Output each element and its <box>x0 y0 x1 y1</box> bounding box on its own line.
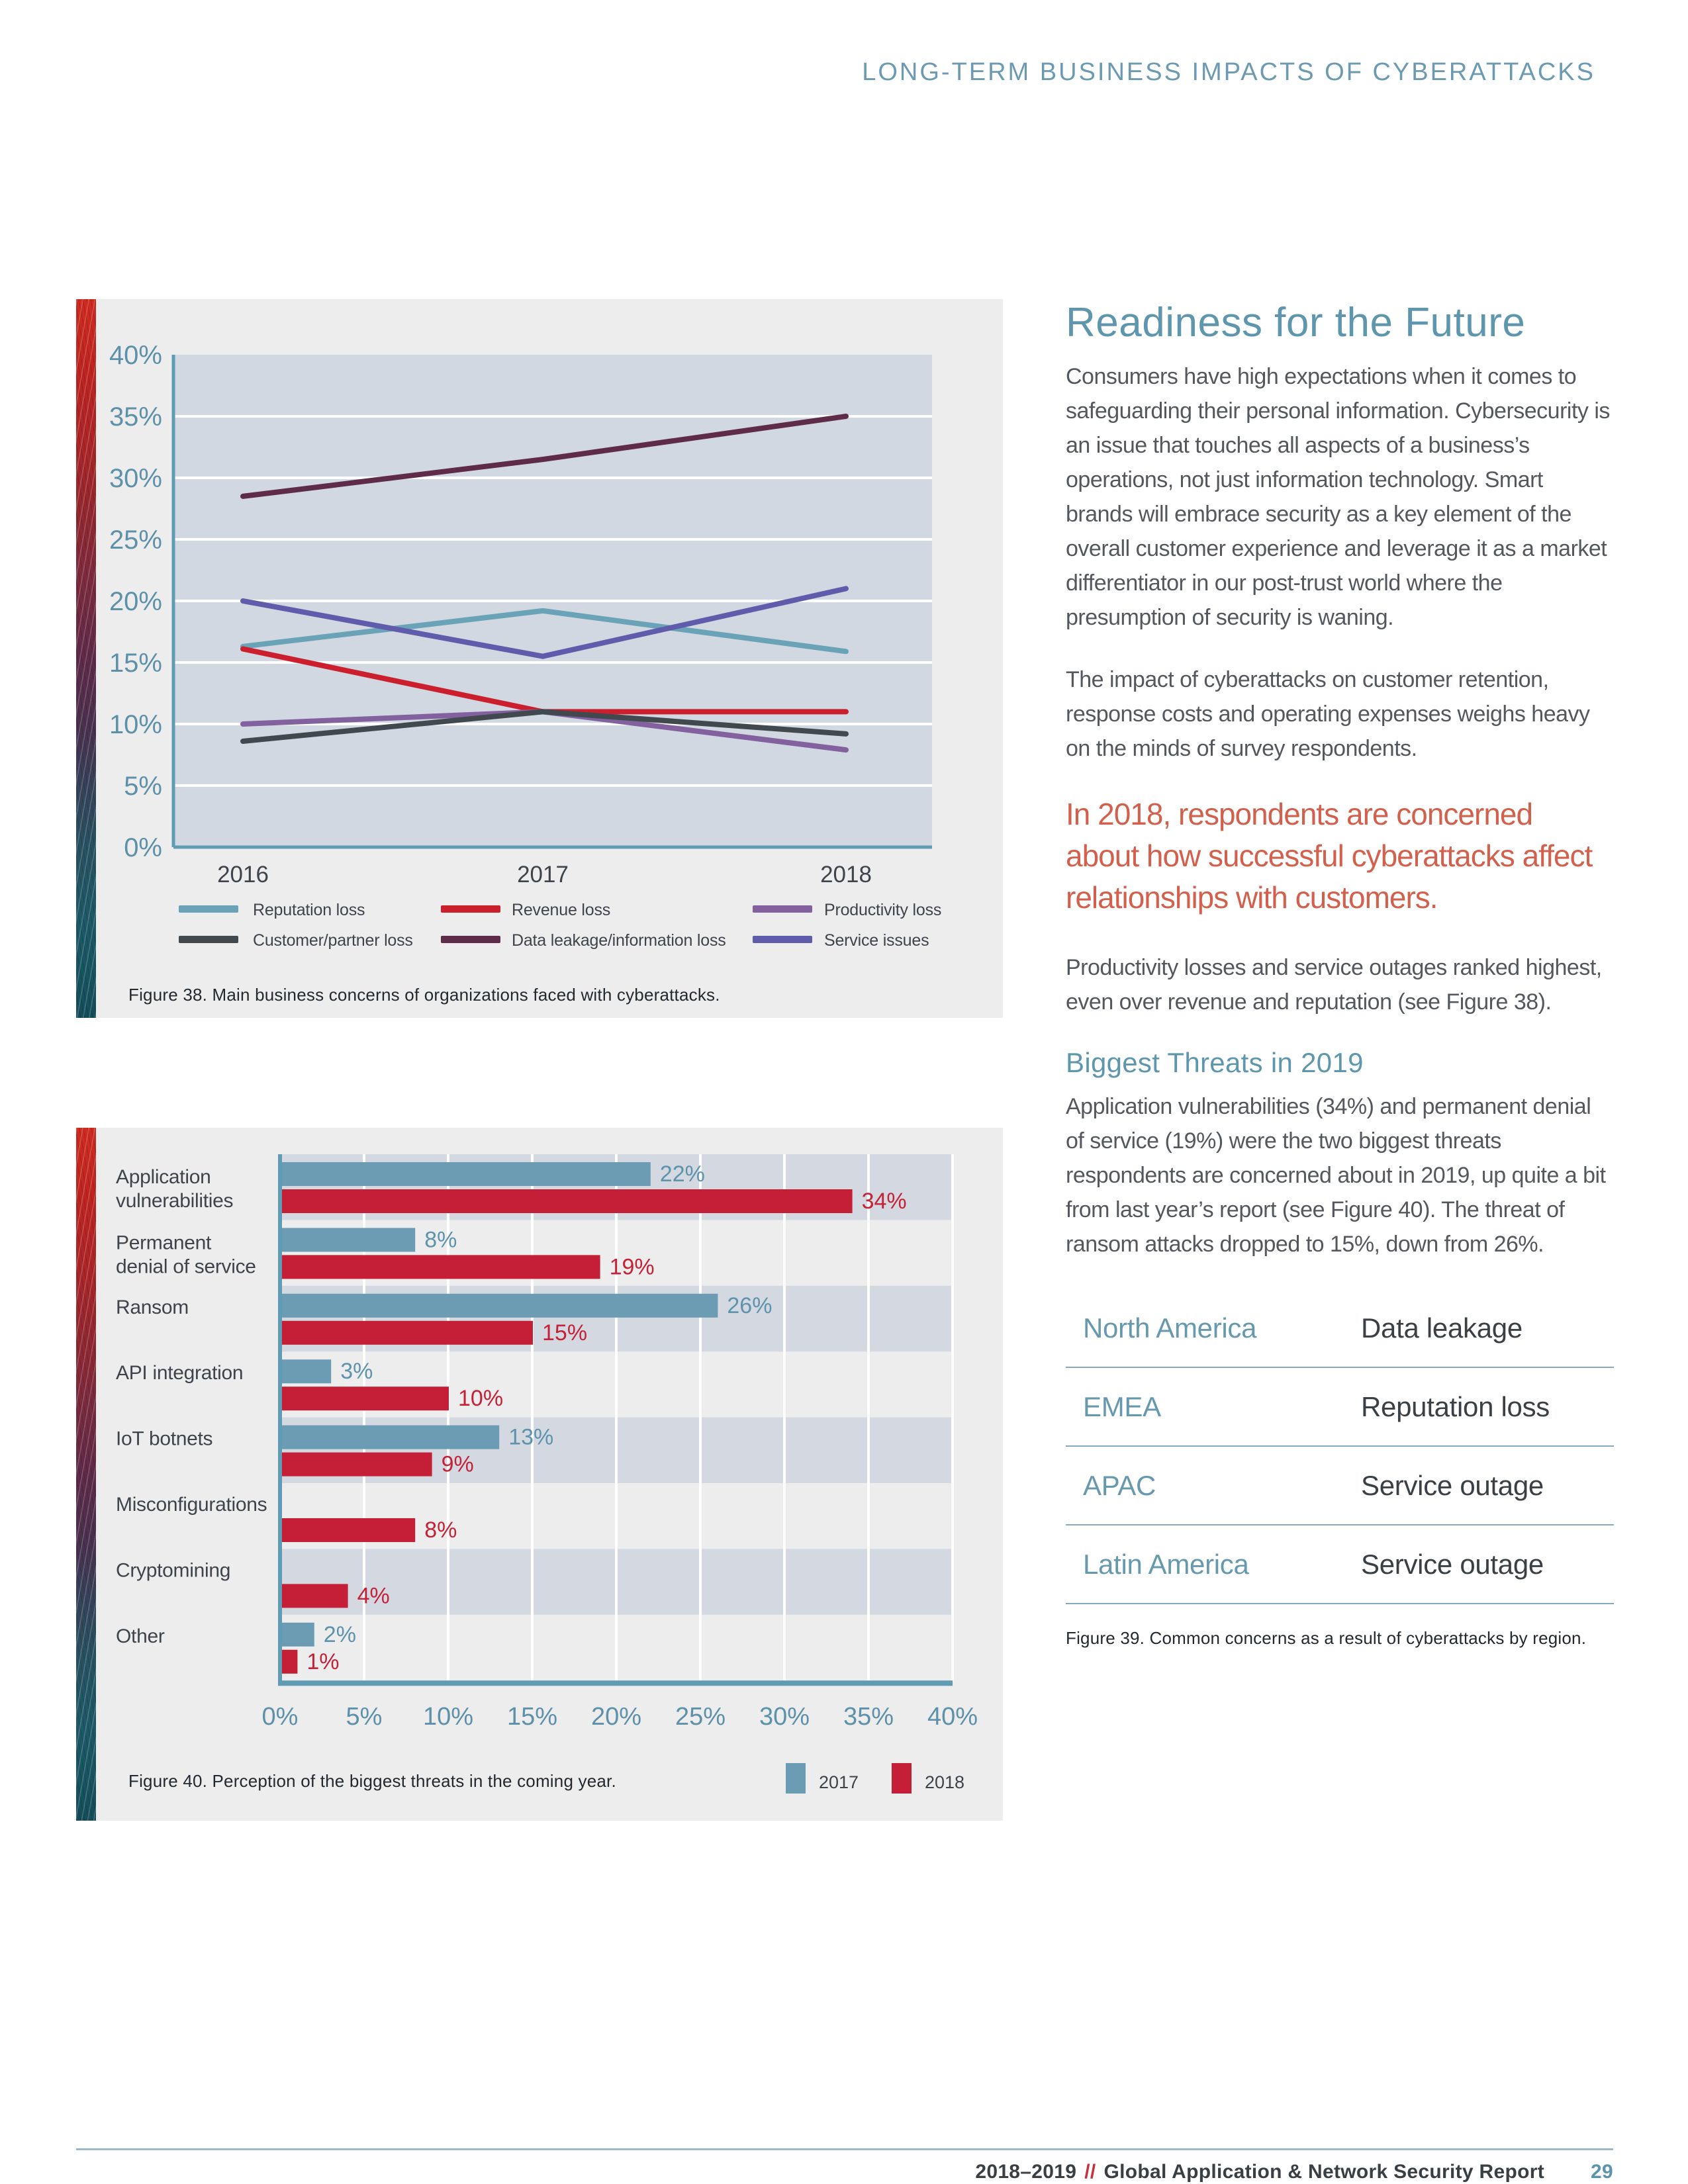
y-axis-tick: 0% <box>124 833 162 862</box>
section-heading: Readiness for the Future <box>1066 300 1526 345</box>
legend-swatch-revenue-loss <box>441 905 500 913</box>
footer-slashes: // <box>1084 2161 1096 2183</box>
category-label: API integration <box>116 1362 244 1385</box>
legend-label: Productivity loss <box>824 901 942 919</box>
bar-value-label: 34% <box>861 1189 907 1214</box>
figure40-caption: Figure 40. Perception of the biggest threats in the coming year. <box>128 1771 616 1791</box>
x-axis-tick: 10% <box>422 1703 474 1731</box>
concern-value: Data leakage <box>1361 1312 1523 1343</box>
category-label: IoT botnets <box>116 1428 213 1450</box>
region-concern-table <box>1066 1289 1614 1604</box>
figure38-caption: Figure 38. Main business concerns of organizations faced with cyberattacks. <box>128 985 720 1005</box>
bar-2018-misconfigurations <box>281 1518 415 1542</box>
region-label: Latin America <box>1083 1548 1249 1580</box>
bar-2017-permanent-denial-of-service <box>281 1228 415 1251</box>
category-label: Cryptomining <box>116 1559 231 1582</box>
paragraph: Consumers have high expectations when it comes to safeguarding their personal information. Cybersecurity is an issue that touches all aspects of a business’s operations, not just information technology. Smart brands will embrace security as a key element of the overall customer experience and leverage it as a market differentiator in our post-trust world where the presumption of security is waning. <box>1066 364 1610 630</box>
legend-swatch-2017 <box>786 1763 806 1794</box>
region-label: APAC <box>1083 1469 1156 1501</box>
category-label: vulnerabilities <box>116 1190 234 1212</box>
subsection-heading: Biggest Threats in 2019 <box>1066 1047 1364 1078</box>
bar-value-label: 15% <box>542 1320 588 1345</box>
category-label: Other <box>116 1625 165 1647</box>
pull-quote: In 2018, respondents are concerned about how successful cyberattacks affect relationships with customers. <box>1066 797 1593 915</box>
x-axis-tick: 30% <box>759 1703 810 1731</box>
bar-2017-ransom <box>281 1294 718 1318</box>
figure40-panel <box>76 1128 1003 1821</box>
bar-value-label: 3% <box>340 1359 373 1385</box>
legend-label: 2018 <box>925 1772 965 1792</box>
legend-swatch-data-leakage-information-loss <box>441 936 500 943</box>
x-axis-tick: 35% <box>843 1703 894 1731</box>
bar-2018-other <box>281 1650 297 1674</box>
bar-2017-application-vulnerabilities <box>281 1162 651 1186</box>
category-label: Application <box>116 1166 211 1188</box>
y-axis-tick: 35% <box>109 402 162 432</box>
concern-value: Reputation loss <box>1361 1390 1550 1422</box>
y-axis-tick: 25% <box>109 525 162 555</box>
bar-value-label: 10% <box>458 1386 504 1412</box>
x-axis-tick: 5% <box>346 1703 383 1731</box>
bar-value-label: 22% <box>659 1161 705 1187</box>
legend-label: Service issues <box>824 931 929 950</box>
category-label: Misconfigurations <box>116 1494 267 1516</box>
page-number: 29 <box>1591 2161 1613 2183</box>
page-footer <box>76 2148 1613 2183</box>
legend-swatch-reputation-loss <box>179 905 238 913</box>
x-axis-tick: 40% <box>927 1703 978 1731</box>
legend-swatch-customer-partner-loss <box>179 936 238 943</box>
y-axis-tick: 10% <box>109 710 162 739</box>
category-label: Ransom <box>116 1296 189 1318</box>
footer-years: 2018–2019 <box>975 2161 1077 2183</box>
figure40-bar-chart <box>76 1128 1003 1821</box>
legend-swatch-productivity-loss <box>753 905 812 913</box>
y-axis-tick: 15% <box>109 649 162 678</box>
legend-label: Revenue loss <box>512 901 611 919</box>
bar-value-label: 9% <box>441 1451 474 1477</box>
bar-value-label: 19% <box>609 1254 655 1280</box>
region-label: EMEA <box>1083 1390 1161 1422</box>
legend-label: 2017 <box>819 1772 859 1792</box>
table-row <box>1066 1368 1614 1447</box>
legend-swatch-service-issues <box>753 936 812 943</box>
x-axis-tick: 2017 <box>517 862 569 887</box>
legend-swatch-2018 <box>892 1763 912 1794</box>
x-axis-tick: 2016 <box>217 862 269 887</box>
y-axis-tick: 40% <box>109 341 162 370</box>
table-row <box>1066 1525 1614 1604</box>
bar-value-label: 4% <box>357 1583 390 1609</box>
bar-value-label: 26% <box>727 1293 773 1318</box>
y-axis-tick: 20% <box>109 587 162 616</box>
bar-2018-api-integration <box>281 1387 449 1410</box>
region-label: North America <box>1083 1312 1257 1343</box>
concern-value: Service outage <box>1361 1548 1544 1580</box>
paragraph: Application vulnerabilities (34%) and permanent denial of service (19%) were the two biggest threats respondents are concerned about in 2019, up quite a bit from last year’s report (see Figure 40). The threat of ransom attacks dropped to 15%, down from 26%. <box>1066 1094 1606 1257</box>
bar-2018-cryptomining <box>281 1584 348 1608</box>
page-header: LONG-TERM BUSINESS IMPACTS OF CYBERATTACKS <box>862 58 1595 86</box>
bar-2018-iot-botnets <box>281 1453 432 1477</box>
legend-label: Reputation loss <box>253 901 365 919</box>
figure39-caption: Figure 39. Common concerns as a result of cyberattacks by region. <box>1066 1628 1587 1648</box>
x-axis-tick: 20% <box>590 1703 642 1731</box>
decorative-strip <box>76 299 96 1018</box>
paragraph: The impact of cyberattacks on customer retention, response costs and operating expenses weighs heavy on the minds of survey respondents. <box>1066 667 1590 761</box>
bar-value-label: 8% <box>424 1518 457 1543</box>
category-label: denial of service <box>116 1255 256 1278</box>
legend-label: Data leakage/information loss <box>512 931 726 950</box>
bar-2017-api-integration <box>281 1359 331 1383</box>
y-axis-tick: 5% <box>124 772 162 801</box>
y-axis-tick: 30% <box>109 464 162 493</box>
legend-label: Customer/partner loss <box>253 931 413 950</box>
bar-2018-ransom <box>281 1321 533 1345</box>
article-column <box>1066 299 1611 1649</box>
x-axis-tick: 2018 <box>820 862 872 887</box>
category-label: Permanent <box>116 1232 212 1254</box>
bar-2018-application-vulnerabilities <box>281 1189 853 1213</box>
figure38-panel <box>76 299 1003 1018</box>
bar-value-label: 13% <box>508 1424 554 1450</box>
bar-2018-permanent-denial-of-service <box>281 1255 600 1279</box>
concern-value: Service outage <box>1361 1469 1544 1501</box>
decorative-strip <box>76 1128 96 1821</box>
bar-2017-other <box>281 1623 314 1647</box>
x-axis-tick: 25% <box>675 1703 726 1731</box>
bar-value-label: 1% <box>306 1649 340 1674</box>
paragraph: Productivity losses and service outages ranked highest, even over revenue and reputation (see Figure 38). <box>1066 955 1602 1015</box>
figure38-line-chart <box>76 299 1003 1018</box>
bar-value-label: 8% <box>424 1227 457 1253</box>
bar-value-label: 2% <box>323 1621 356 1647</box>
x-axis-tick: 15% <box>506 1703 558 1731</box>
footer-title: Global Application & Network Security Report <box>1103 2161 1545 2183</box>
table-row <box>1066 1447 1614 1525</box>
x-axis-tick: 0% <box>261 1703 299 1731</box>
bar-2017-iot-botnets <box>281 1426 499 1449</box>
table-row <box>1066 1289 1614 1368</box>
